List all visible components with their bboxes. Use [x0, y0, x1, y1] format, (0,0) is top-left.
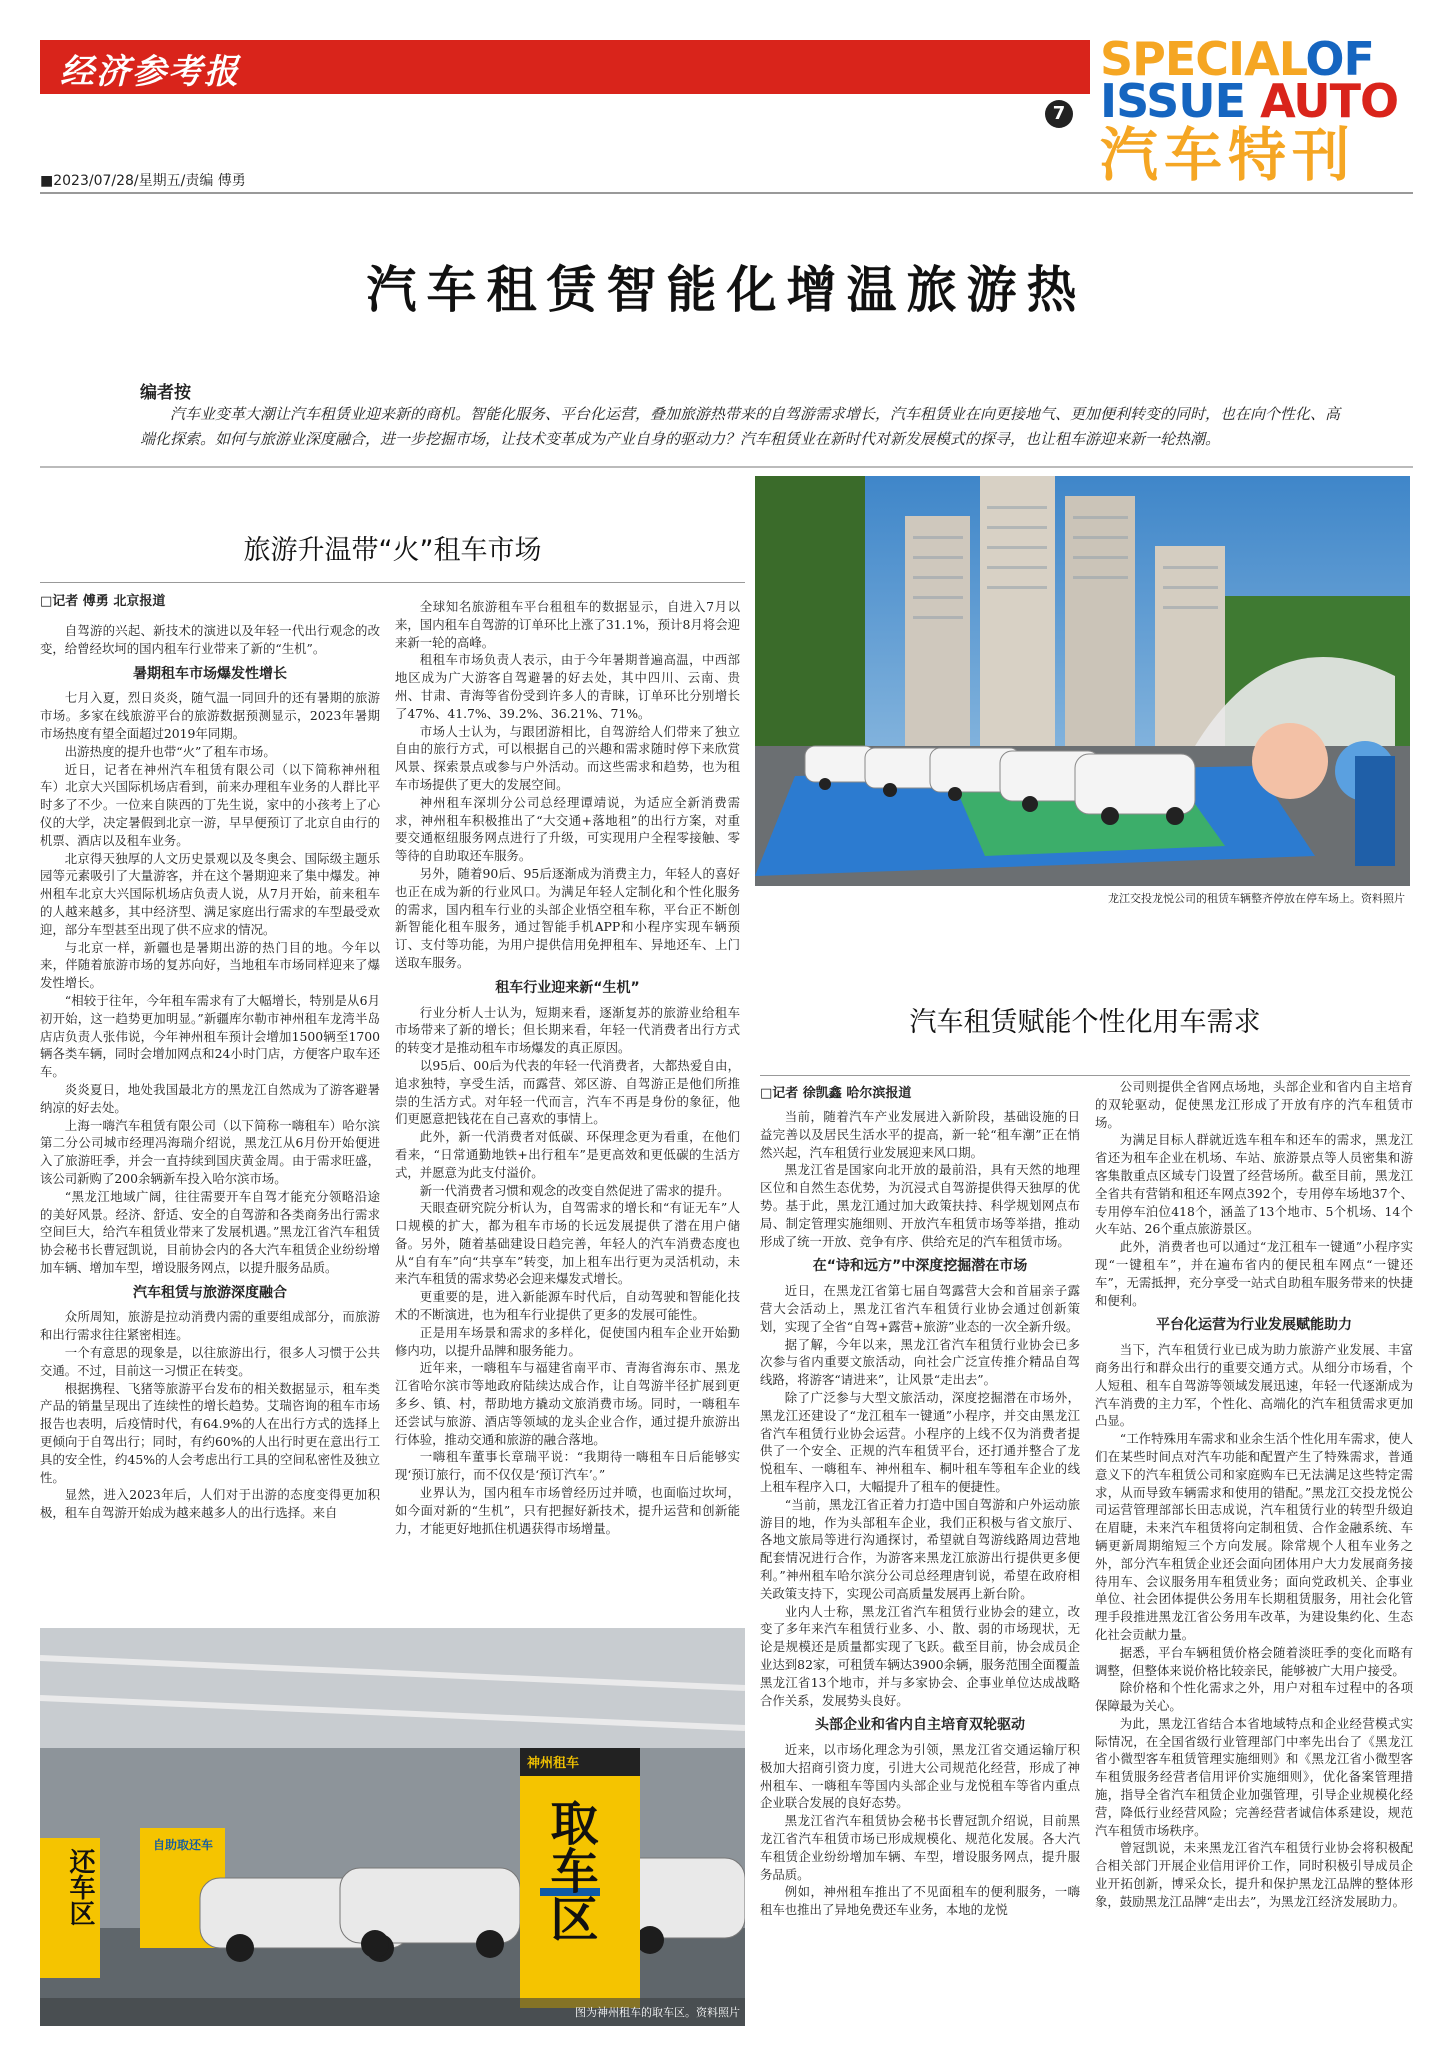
paragraph: 此外，消费者也可以通过“龙江租车一键通”小程序实现“一键租车”，并在遍布省内的便民租车网点“一键还车”，无需抵押，充分享受一站式自助租车服务带来的快捷和便利。	[1095, 1239, 1413, 1308]
paragraph: 租租车市场负责人表示，由于今年暑期普遍高温，中西部地区成为广大游客自驾避暑的好去处，其中四川、云南、贵州、甘肃、青海等省份受到许多人的青睐，订单环比分别增长了47%、41.7%、39.2%、36.21%、71%。	[395, 652, 740, 721]
paragraph: 此外，新一代消费者对低碳、环保理念更为看重，在他们看来，“日常通勤地铁+出行租车”是更高效和更低碳的生活方式，并愿意为此支付溢价。	[395, 1129, 740, 1180]
section-subhead: 暑期租车市场爆发性增长	[133, 665, 287, 682]
section-subhead: 头部企业和省内自主培育双轮驱动	[815, 1717, 1025, 1734]
article2-title: 汽车租赁赋能个性化用车需求	[909, 1007, 1261, 1038]
paragraph: 黑龙江省汽车租赁协会秘书长曹冠凯介绍说，目前黑龙江省汽车租赁市场已形成规模化、规范化发展。各大汽车租赁企业纷纷增加车辆、车型，增设服务网点，提升服务品质。	[760, 1813, 1080, 1882]
paragraph: 以95后、00后为代表的年轻一代消费者，大都热爱自由，追求独特，享受生活，而露营、郊区游、自驾游正是他们所推崇的生活方式。对年轻一代而言，汽车不再是身份的象征，他们更愿意把钱花在自己喜欢的事情上。	[395, 1057, 740, 1127]
paragraph: “黑龙江地域广阔，往往需要开车自驾才能充分领略沿途的美好风景。经济、舒适、安全的自驾游和各类商务出行需求空间巨大，给汽车租赁业带来了发展机遇。”黑龙江省汽车租赁协会秘书长曹冠凯说，目前协会内的各大汽车租赁企业纷纷增加车辆、增加车型，增设服务网点，以提升服务品质。	[40, 1188, 380, 1275]
paragraph: 当前，随着汽车产业发展进入新阶段，基础设施的日益完善以及居民生活水平的提高，新一轮“租车潮”正在悄然兴起，汽车租赁行业发展迎来风口期。	[760, 1109, 1080, 1160]
article1-byline: □记者 傅勇 北京报道	[40, 594, 166, 609]
of-word: OF	[1305, 32, 1374, 86]
article1-title: 旅游升温带“火”租车市场	[243, 535, 542, 566]
article1-column-2	[395, 598, 740, 1620]
paragraph: 业内人士称，黑龙江省汽车租赁行业协会的建立，改变了多年来汽车租赁行业多、小、散、弱的市场现状，无论是规模还是质量都实现了飞跃。截至目前，协会成员企业达到82家，可租赁车辆达3900余辆，服务范围全面覆盖黑龙江省13个地市，并与多家协会、企事业单位达成战略合作关系，发展势头良好。	[760, 1603, 1080, 1708]
rental-parking-photo	[755, 476, 1410, 911]
page-headline: 汽车租赁智能化增温旅游热	[366, 261, 1087, 319]
pickup-zone-sign: 取车区	[542, 1798, 598, 1942]
article2-byline: □记者 徐凯鑫 哈尔滨报道	[760, 1086, 912, 1101]
paragraph: 显然，进入2023年后，人们对于出游的态度变得更加积极，租车自驾游开始成为越来越多人的出行选择。来自	[40, 1487, 380, 1521]
article2-rule	[760, 1075, 1410, 1076]
special-word: SPECIAL	[1100, 32, 1306, 86]
paragraph: 出游热度的提升也带“火”了租车市场。	[64, 743, 276, 759]
paragraph: 根据携程、飞猪等旅游平台发布的相关数据显示，租车类产品的销量呈现出了连续性的增长趋势。艾瑞咨询的租车市场报告也表明，后疫情时代，有64.9%的人在出行方式的选择上更倾向于自驾出行；同时，有约60%的人出行时更在意出行工具的安全性，约45%的人会考虑出行工具的空间私密性及独立性。	[40, 1380, 380, 1485]
newspaper-logo: 经济参考报	[60, 52, 240, 92]
article2-column-1	[760, 1108, 1080, 2028]
editor-note-label: 编者按	[140, 383, 191, 403]
paragraph: 七月入夏，烈日炎炎，随气温一同回升的还有暑期的旅游市场。多家在线旅游平台的旅游数据预测显示，2023年暑期市场热度有望全面超过2019年同期。	[40, 690, 380, 741]
paragraph: 当下，汽车租赁行业已成为助力旅游产业发展、丰富商务出行和群众出行的重要交通方式。从细分市场看，个人短租、租车自驾游等领域发展迅速，年轻一代逐渐成为汽车消费的主力军，个性化、高端化的汽车租赁需求更加凸显。	[1095, 1342, 1413, 1429]
self-service-banner: 自助取还车	[152, 1838, 213, 1852]
paragraph: “工作特殊用车需求和业余生活个性化用车需求，使人们在某些时间点对汽车功能和配置产生了特殊需求，普通意义下的汽车租赁公司和家庭购车已无法满足这些特定需求，从而导致车辆需求和使用的错配。”黑龙江交投龙悦公司运营管理部部长田志成说，汽车租赁行业的转型升级迫在眉睫，未来汽车租赁将向定制租赁、合作金融系统、车辆更新周期缩短三个方向发展。除常规个人租车业务之外，部分汽车租赁企业还会面向团体用户大力发展商务接待用车、会议服务用车租赁业务；面向党政机关、企事业单位、社会团体提供公务用车长期租赁服务，用社会化管理手段推进黑龙江省公务用车改革，为建设集约化、生态化社会贡献力量。	[1095, 1431, 1413, 1642]
paragraph: 天眼查研究院分析认为，自驾需求的增长和“有证无车”人口规模的扩大，都为租车市场的长远发展提供了潜在用户储备。另外，随着基础建设日趋完善，年轻人的汽车消费态度也从“自有车”向“共享车”转变，加上租车出行更为灵活机动，未来汽车租赁的需求势必会迎来爆发式增长。	[395, 1200, 740, 1287]
dateline: ■2023/07/28/星期五/责编 傅勇	[40, 173, 246, 189]
paragraph: 除价格和个性化需求之外，用户对租车过程中的各项保障最为关心。	[1095, 1680, 1413, 1714]
paragraph: 神州租车深圳分公司总经理谭靖说，为适应全新消费需求，神州租车积极推出了“大交通+落地租”的出行方案，对重要交通枢纽服务网点进行了升级，可实现用户全程零接触、零等待的自助取还车服务。	[395, 794, 740, 864]
paragraph: 曾冠凯说，未来黑龙江省汽车租赁行业协会将积极配合相关部门开展企业信用评价工作，同时积极引导成员企业开拓创新，博采众长，提升和保护黑龙江品牌的整体形象，鼓励黑龙江品牌“走出去”，为黑龙江经济发展助力。	[1095, 1840, 1413, 1909]
paragraph: 据悉，平台车辆租赁价格会随着淡旺季的变化而略有调整，但整体来说价格比较亲民，能够被广大用户接受。	[1095, 1644, 1413, 1678]
masthead-rule	[40, 192, 1413, 194]
paragraph: 与北京一样，新疆也是暑期出游的热门目的地。今年以来，伴随着旅游市场的复苏向好，当地租车市场同样迎来了爆发性增长。	[40, 939, 380, 991]
paragraph: 例如，神州租车推出了不见面租车的便利服务，一嗨租车也推出了异地免费还车业务，本地的龙悦	[760, 1884, 1080, 1918]
paragraph: 另外，随着90后、95后逐渐成为消费主力，年轻人的喜好也正在成为新的行业风口。为满足年轻人定制化和个性化服务的需求，国内租车行业的头部企业悟空租车称，平台正不断创新智能化租车服务，通过智能手机APP和小程序实现车辆预订、支付等功能，为用户提供信用免押租车、异地还车、上门送取车服务。	[395, 865, 740, 970]
paragraph: 除了广泛参与大型文旅活动，深度挖掘潜在市场外，黑龙江还建设了“龙江租车一键通”小程序，并交由黑龙江省汽车租赁行业协会运营。小程序的上线不仅为消费者提供了一个安全、正规的汽车租赁平台，还打通并整合了龙悦租车、一嗨租车、神州租车、桐叶租车等租车企业的线上租车程序入口，大幅提升了租车的便捷性。	[760, 1389, 1080, 1494]
paragraph: “当前，黑龙江省正着力打造中国自驾游和户外运动旅游目的地，作为头部租车企业，我们正积极与省文旅厅、各地文旅局等进行沟通探讨，希望就自驾游线路周边营地配套情况进行合作，为游客来黑龙江旅游出行提供更多便利。”神州租车哈尔滨分公司总经理唐钊说，希望在政府相关政策支持下，实现公司高质量发展再上新台阶。	[760, 1496, 1080, 1601]
section-subhead: 平台化运营为行业发展赋能助力	[1156, 1317, 1352, 1334]
photo2-brand: 神州租车	[527, 1756, 580, 1771]
article1-column-1	[40, 622, 380, 1622]
section-subhead: 在“诗和远方”中深度挖掘潜在市场	[812, 1258, 1028, 1275]
photo1-caption: 龙江交投龙悦公司的租赁车辆整齐停放在停车场上。资料照片	[1108, 892, 1405, 905]
paragraph: 上海一嗨汽车租赁有限公司（以下简称一嗨租车）哈尔滨第二分公司城市经理冯海瑞介绍说，黑龙江从6月份开始便进入了旅游旺季，并会一直持续到国庆黄金周。由于需求旺盛，该公司新购了200余辆新车投入哈尔滨市场。	[40, 1117, 380, 1186]
paragraph: 为满足目标人群就近选车租车和还车的需求，黑龙江省还为租车企业在机场、车站、旅游景点等人员密集和游客集散重点区域专门设置了经营场所。截至目前，黑龙江全省共有营销和租还车网点392个，专用停车场地37个、专用停车泊位418个，涵盖了13个地市、5个机场、14个火车站、26个重点旅游景区。	[1095, 1132, 1413, 1237]
section-subhead: 汽车租赁与旅游深度融合	[133, 1284, 287, 1301]
paragraph: 市场人士认为，与跟团游相比，自驾游给人们带来了独立自由的旅行方式，可以根据自己的兴趣和需求随时停下来欣赏风景、探索景点或参与户外活动。而这些需求和趋势，也为租车市场提供了更大的发展空间。	[395, 723, 740, 792]
paragraph: 更重要的是，进入新能源车时代后，自动驾驶和智能化技术的不断演进，也为租车行业提供了更多的发展可能性。	[395, 1289, 740, 1323]
photo2-caption: 图为神州租车的取车区。资料照片	[575, 2006, 740, 2019]
paragraph: 一个有意思的现象是，以往旅游出行，很多人习惯于公共交通。不过，目前这一习惯正在转变。	[40, 1345, 380, 1378]
editor-note-text: 汽车业变革大潮让汽车租赁业迎来新的商机。智能化服务、平台化运营，叠加旅游热带来的自驾游需求增长，汽车租赁业在向更接地气、更加便利转变的同时，也在向个性化、高端化探索。如何与旅游业深度融合，进一步挖掘市场，让技术变革成为产业自身的驱动力？汽车租赁业在新时代对新发展模式的探寻，也让租车游迎来新一轮热潮。	[140, 405, 1341, 448]
paragraph: 全球知名旅游租车平台租租车的数据显示，自进入7月以来，国内租车自驾游的订单环比上涨了31.1%，预计8月将会迎来新一轮的高峰。	[395, 599, 740, 650]
paragraph: 炎炎夏日，地处我国最北方的黑龙江自然成为了游客避暑纳凉的好去处。	[40, 1081, 380, 1115]
paragraph: 北京得天独厚的人文历史景观以及冬奥会、国际级主题乐园等元素吸引了大量游客，并在这个暑期迎来了集中爆发。神州租车北京大兴国际机场店负责人说，从7月开始，前来租车的人越来越多，其中经济型、满足家庭出行需求的车型最受欢迎，部分车型甚至出现了供不应求的情况。	[40, 850, 380, 937]
paragraph: 近日，在黑龙江省第七届自驾露营大会和首届亲子露营大会活动上，黑龙江省汽车租赁行业协会通过创新策划，实现了全省“自驾+露营+旅游”业态的一次全新升级。	[760, 1283, 1080, 1334]
article1-rule	[40, 582, 745, 583]
paragraph: 近来，以市场化理念为引领，黑龙江省交通运输厅积极加大招商引资力度，引进大公司规范化经营，形成了神州租车、一嗨租车等国内头部企业与龙悦租车等省内重点企业联合发展的良好态势。	[760, 1742, 1080, 1811]
paragraph: 公司则提供全省网点场地，头部企业和省内自主培育的双轮驱动，促使黑龙江形成了开放有序的汽车租赁市场。	[1095, 1079, 1413, 1130]
paragraph: 近年来，一嗨租车与福建省南平市、青海省海东市、黑龙江省哈尔滨市等地政府陆续达成合作，让自驾游半径扩展到更多乡、镇、村，帮助地方撬动文旅消费市场。同时，一嗨租车还尝试与旅游、酒店等领域的龙头企业合作，通过提升旅游出行体验，推动交通和旅游的融合落地。	[395, 1360, 740, 1447]
paragraph: 据了解，今年以来，黑龙江省汽车租赁行业协会已多次参与省内重要文旅活动，向社会广泛宣传推介精品自驾线路，将游客“请进来”，让风景“走出去”。	[760, 1336, 1080, 1388]
issue-word: ISSUE	[1100, 74, 1246, 128]
paragraph: 众所周知，旅游是拉动消费内需的重要组成部分，而旅游和出行需求往往紧密相连。	[40, 1309, 380, 1343]
paragraph: “相较于往年，今年租车需求有了大幅增长，特别是从6月初开始，这一趋势更加明显。”新疆库尔勒市神州租车龙湾半岛店店负责人张伟说，今年神州租车预计会增加1500辆至1700辆各类车辆，同时会增加网点和24小时门店，方便客户取车还车。	[40, 992, 380, 1080]
paragraph: 近日，记者在神州汽车租赁有限公司（以下简称神州租车）北京大兴国际机场店看到，前来办理租车业务的人群比平时多了不少。一位来自陕西的丁先生说，家中的小孩考上了心仪的大学，决定暑假到北京一游，早早便预订了北京自由行的机票、酒店以及租车业务。	[40, 761, 380, 848]
section-subhead: 租车行业迎来新“生机”	[495, 979, 640, 996]
special-cn-title: 汽车特刊	[1100, 121, 1357, 189]
paragraph: 新一代消费者习惯和观念的改变自然促进了需求的提升。	[419, 1182, 730, 1198]
auto-word: AUTO	[1260, 74, 1399, 128]
paragraph: 业界认为，国内租车市场曾经历过并喷，也面临过坎坷，如今面对新的“生机”，只有把握好新技术，提升运营和创新能力，才能更好地抓住机遇获得市场增量。	[395, 1485, 740, 1536]
page-number: 7	[1045, 100, 1073, 128]
special-issue-logo	[1100, 32, 1420, 189]
pickup-area-photo	[40, 1628, 745, 2026]
paragraph: 行业分析人士认为，短期来看，逐渐复苏的旅游业给租车市场带来了新的增长；但长期来看，年轻一代消费者出行方式的转变才是推动租车市场爆发的真正原因。	[395, 1004, 740, 1056]
paragraph: 为此，黑龙江省结合本省地域特点和企业经营模式实际情况，在全国省级行业管理部门中率先出台了《黑龙江省小微型客车租赁管理实施细则》和《黑龙江省小微型客车租赁服务经营者信用评价实施细则》，优化备案管理措施，指导全省汽车租赁企业加强管理，引导企业规模化经营，降低行业经营风险；完善经营者诚信体系建设，规范汽车租赁市场秩序。	[1095, 1715, 1413, 1838]
paragraph: 自驾游的兴起、新技术的演进以及年轻一代出行观念的改变，给曾经坎坷的国内租车行业带来了新的“生机”。	[40, 623, 380, 656]
return-zone-sign: 还车区	[65, 1848, 95, 1926]
paragraph: 黑龙江省是国家向北开放的最前沿，具有天然的地理区位和自然生态优势，为沉浸式自驾游提供得天独厚的优势。基于此，黑龙江通过加大政策扶持、科学规划网点布局、制定管理实施细则、开放汽车租赁市场等举措，推动形成了统一开放、竞争有序、供给充足的汽车租赁市场。	[760, 1162, 1080, 1249]
paragraph: 正是用车场景和需求的多样化，促使国内租车企业开始勤修内功，以提升品牌和服务能力。	[395, 1324, 740, 1358]
article2-column-2	[1095, 1078, 1413, 2028]
section-divider	[40, 466, 1413, 468]
paragraph: 一嗨租车董事长章瑞平说：“我期待一嗨租车日后能够实现‘预订旅行，而不仅仅是‘预订汽车’。”	[395, 1449, 740, 1483]
